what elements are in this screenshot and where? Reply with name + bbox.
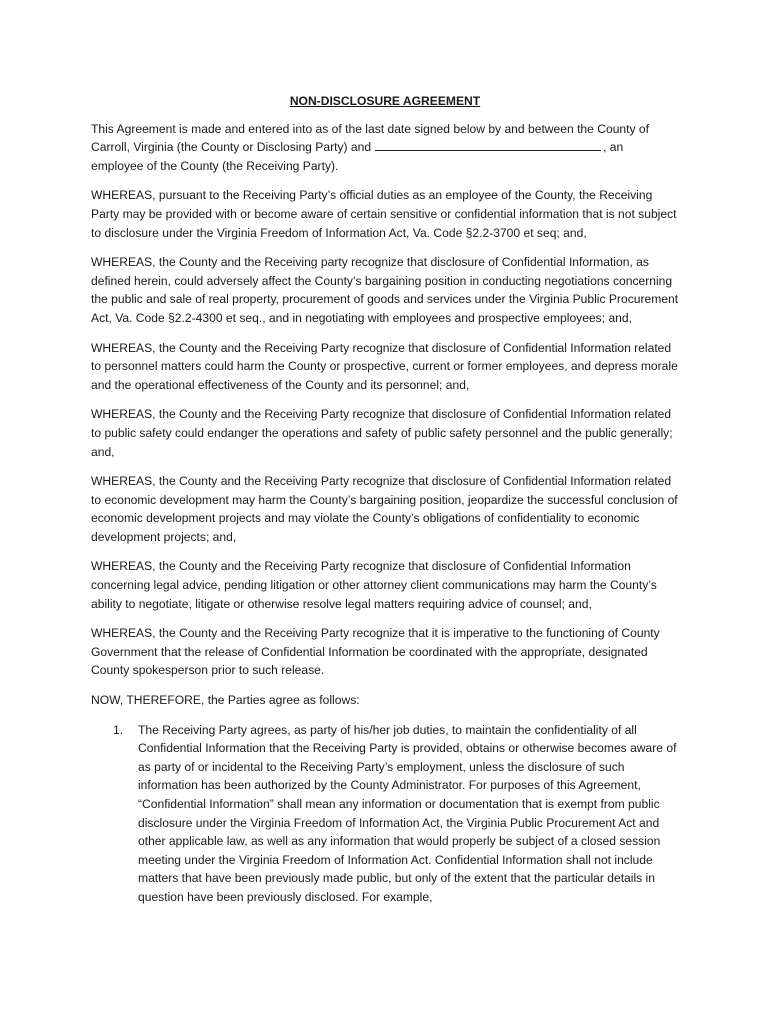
whereas-paragraph-4: WHEREAS, the County and the Receiving Party recognize that disclosure of Confidential Information related to public safety could endanger the operations and safety of public safety personnel and the public generally; and,	[91, 407, 673, 459]
document-title: NON-DISCLOSURE AGREEMENT	[289, 94, 481, 108]
document-page	[91, 92, 679, 907]
whereas-paragraph-7: WHEREAS, the County and the Receiving Party recognize that it is imperative to the functioning of County Government that the release of Confidential Information be coordinated with the appropriate, designated County spokesperson prior to such release.	[91, 626, 660, 678]
clause-1	[91, 721, 679, 907]
clause-1-text: The Receiving Party agrees, as party of his/her job duties, to maintain the confidentiality of all Confidential Information that the Receiving Party is provided, obtains or otherwise becomes aware of as party of or incidental to the Receiving Party’s employment, unless the disclosure of such information has been authorized by the County Administrator. For purposes of this Agreement, “Confidential Information” shall mean any information or documentation that is exempt from public disclosure under the Virginia Freedom of Information Act, the Virginia Public Procurement Act and other applicable law, as well as any information that would properly be subject of a closed session meeting under the Virginia Freedom of Information Act. Confidential Information shall not include matters that have been previously made public, but only of the extent that the particular details in question have been previously disclosed. For example,	[138, 722, 677, 904]
receiving-party-name-blank	[375, 138, 601, 151]
intro-text-part1: This Agreement is made and entered into as of the last date signed below by and between the County of Carroll, Virginia (the County or Disclosing Party) and	[91, 121, 650, 155]
whereas-paragraph-6: WHEREAS, the County and the Receiving Party recognize that disclosure of Confidential Information concerning legal advice, pending litigation or other attorney client communications may harm the County’s ability to negotiate, litigate or otherwise resolve legal matters requiring advice of counsel; and,	[91, 559, 657, 611]
whereas-paragraph-5: WHEREAS, the County and the Receiving Party recognize that disclosure of Confidential Information related to economic development may harm the County’s bargaining position, jeopardize the successful conclusion of economic development projects and may violate the County’s obligations of confidentiality to economic development projects; and,	[91, 474, 678, 544]
therefore-paragraph: NOW, THEREFORE, the Parties agree as follows:	[91, 693, 360, 708]
whereas-paragraph-3: WHEREAS, the County and the Receiving Party recognize that disclosure of Confidential Information related to personnel matters could harm the County or prospective, current or former employees, and depress morale and the operational effectiveness of the County and its personnel; and,	[91, 340, 678, 392]
whereas-paragraph-1: WHEREAS, pursuant to the Receiving Party’s official duties as an employee of the County, the Receiving Party may be provided with or become aware of certain sensitive or confidential information that is not subject to disclosure under the Virginia Freedom of Information Act, Va. Code §2.2-3700 et seq; and,	[91, 188, 677, 240]
clause-1-number: 1.	[113, 722, 124, 737]
whereas-paragraph-2: WHEREAS, the County and the Receiving party recognize that disclosure of Confidential Information, as defined herein, could adversely affect the County’s bargaining position in conducting negotiations concerning the public and sale of real property, procurement of goods and services under the Virginia Public Procurement Act, Va. Code §2.2-4300 et seq., and in negotiating with employees and prospective employees; and,	[91, 255, 679, 325]
intro-text-part2: , an employee of the County (the Receiving Party).	[91, 140, 624, 173]
intro-paragraph	[91, 120, 679, 176]
